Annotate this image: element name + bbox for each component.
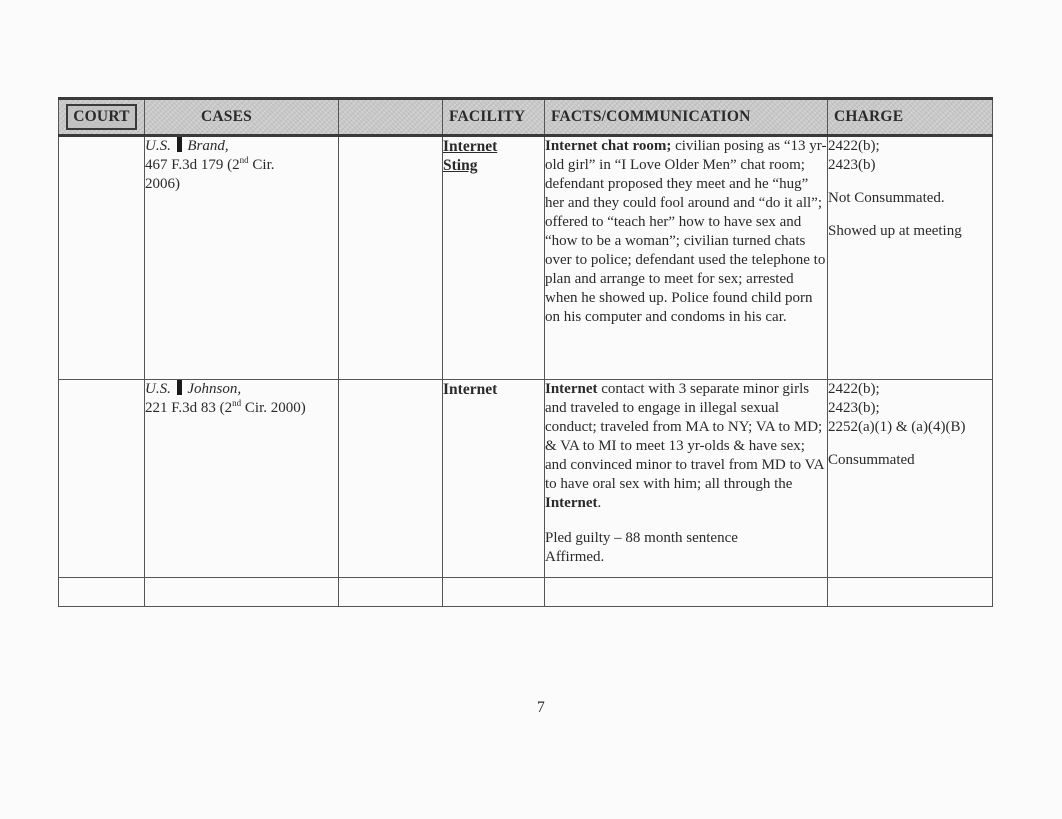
- case-prefix: U.S.: [145, 138, 171, 154]
- charge-cell: 2422(b); 2423(b); 2252(a)(1) & (a)(4)(B) Consummated: [828, 380, 993, 578]
- table-row: [59, 380, 993, 578]
- court-cell: [59, 136, 145, 380]
- charge-cell: 2422(b); 2423(b) Not Consummated. Showed up at meeting: [828, 136, 993, 380]
- case-cite: 467 F.3d 179 (2: [145, 157, 240, 173]
- facts-cell: Internet contact with 3 separate minor girls and traveled to engage in illegal sexual conduct; traveled from MA to NY; VA to MD; & VA to MI to meet 13 yr-olds & have sex; and convinced minor to travel from MD to VA to have oral sex with him; all through the Internet. Pled guilty – 88 month sentence Affirmed.: [545, 380, 828, 578]
- blank-cell: [339, 136, 443, 380]
- case-table: [58, 97, 993, 607]
- facility-cell: Internet: [443, 380, 545, 578]
- charge-status: Consummated: [828, 452, 915, 468]
- header-facts: FACTS/COMMUNICATION: [545, 99, 828, 136]
- case-cite: 221 F.3d 83 (2: [145, 400, 233, 416]
- header-charge: CHARGE: [828, 99, 993, 136]
- table-row: [59, 136, 993, 380]
- table-row-empty: [59, 578, 993, 607]
- court-cell: [59, 380, 145, 578]
- case-cell: U.S. Brand, 467 F.3d 179 (2nd Cir. 2006): [145, 136, 339, 380]
- redaction-mark: [177, 380, 182, 395]
- header-blank: [339, 99, 443, 136]
- case-name: Brand,: [187, 138, 229, 154]
- case-cell: U.S. Johnson, 221 F.3d 83 (2nd Cir. 2000): [145, 380, 339, 578]
- facts-cell: Internet chat room; civilian posing as “13 yr-old girl” in “I Love Older Men” chat room; defendant proposed they meet and he “hug” her and they could fool around and “do it all”; offered to “teach her” how to have sex and “how to be a woman”; civilian turned chats over to police; defendant used the telephone to plan and arrange to meet for sex; arrested when he showed up. Police found child porn on his computer and condoms in his car.: [545, 136, 828, 380]
- charge-status: Not Consummated.: [828, 190, 945, 206]
- table-header-row: [59, 99, 993, 136]
- blank-cell: [339, 380, 443, 578]
- charge-note: Showed up at meeting: [828, 223, 962, 239]
- redaction-mark: [177, 137, 182, 152]
- facility-cell: Internet Sting: [443, 136, 545, 380]
- case-name: Johnson,: [187, 381, 242, 397]
- page-number: 7: [537, 699, 545, 716]
- header-court: COURT: [59, 99, 145, 136]
- header-cases: CASES: [145, 99, 339, 136]
- header-facility: FACILITY: [443, 99, 545, 136]
- case-prefix: U.S.: [145, 381, 171, 397]
